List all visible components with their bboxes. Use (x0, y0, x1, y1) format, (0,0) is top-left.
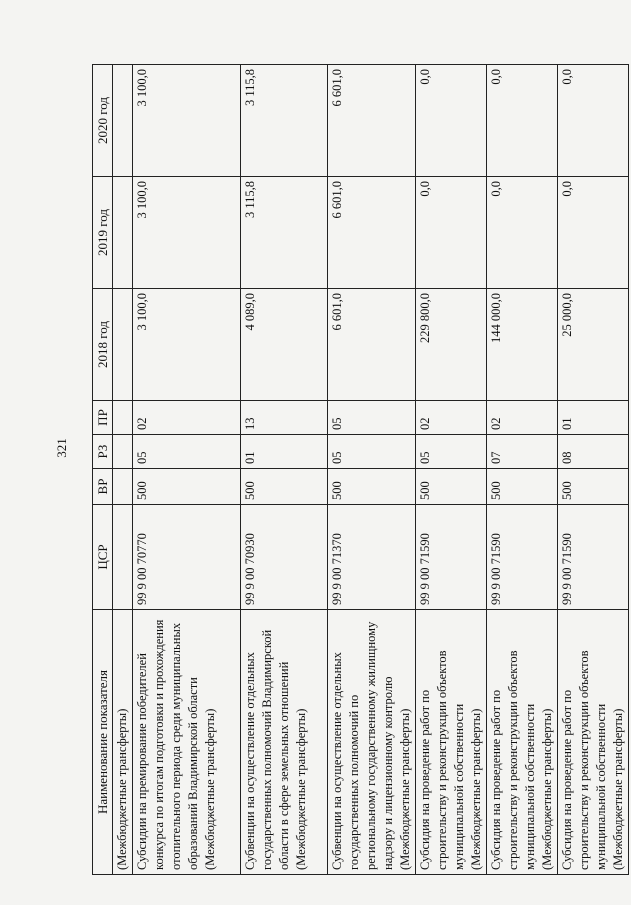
row-rz: 08 (558, 435, 629, 469)
row-2019: 0,0 (487, 177, 558, 289)
table-row (416, 65, 487, 875)
row-name: Субсидия на проведение работ по строительству и реконструкции объектов муниципальной собственности (Межбюджетные трансферты) (558, 610, 629, 875)
row-name: Субсидия на проведение работ по строительству и реконструкции объектов муниципальной собственности (Межбюджетные трансферты) (416, 610, 487, 875)
row-vr: 500 (558, 469, 629, 505)
row-rz: 07 (487, 435, 558, 469)
header-2019: 2019 год (93, 177, 113, 289)
table-row (133, 65, 241, 875)
row-name: Субвенции на осуществление отдельных государственных полномочий по региональному государственному жилищному надзору и лицензионному контролю (Межбюджетные трансферты) (328, 610, 416, 875)
row-2020: 6 601,0 (328, 65, 416, 177)
row-2019: 0,0 (558, 177, 629, 289)
table-row (113, 65, 133, 875)
row-csr: 99 9 00 70770 (133, 505, 241, 610)
row-csr: 99 9 00 71590 (416, 505, 487, 610)
budget-table (92, 64, 629, 875)
row-2018: 229 800,0 (416, 289, 487, 401)
row-pr: 02 (487, 401, 558, 435)
row-2018: 144 000,0 (487, 289, 558, 401)
table-row (558, 65, 629, 875)
row-vr: 500 (133, 469, 241, 505)
row-2018: 3 100,0 (133, 289, 241, 401)
row-rz: 05 (416, 435, 487, 469)
row-2019: 3 100,0 (133, 177, 241, 289)
row-csr: 99 9 00 71370 (328, 505, 416, 610)
row-name: Субсидии на премирование победителей конкурса по итогам подготовки и прохождения отопительного периода среди муниципальных образований Владимирской области (Межбюджетные трансферты) (133, 610, 241, 875)
header-rz: РЗ (93, 435, 113, 469)
row-vr: 500 (416, 469, 487, 505)
row-pr: 02 (416, 401, 487, 435)
row-2020: 0,0 (487, 65, 558, 177)
header-2018: 2018 год (93, 289, 113, 401)
row-2020: 0,0 (416, 65, 487, 177)
row-2020: 3 100,0 (133, 65, 241, 177)
continuation-text: (Межбюджетные трансферты) (113, 610, 133, 875)
row-vr: 500 (487, 469, 558, 505)
row-rz: 05 (133, 435, 241, 469)
page-number: 321 (54, 438, 69, 458)
row-name: Субвенции на осуществление отдельных государственных полномочий Владимирской области в сфере земельных отношений (Межбюджетные трансферты) (241, 610, 328, 875)
header-csr: ЦСР (93, 505, 113, 610)
row-csr: 99 9 00 71590 (487, 505, 558, 610)
row-2019: 6 601,0 (328, 177, 416, 289)
header-2020: 2020 год (93, 65, 113, 177)
row-pr: 01 (558, 401, 629, 435)
header-vr: ВР (93, 469, 113, 505)
row-2019: 3 115,8 (241, 177, 328, 289)
rotated-table-container (92, 65, 625, 875)
row-pr: 13 (241, 401, 328, 435)
header-name: Наименование показателя (93, 610, 113, 875)
row-rz: 05 (328, 435, 416, 469)
row-pr: 05 (328, 401, 416, 435)
row-2018: 6 601,0 (328, 289, 416, 401)
row-vr: 500 (328, 469, 416, 505)
header-pr: ПР (93, 401, 113, 435)
row-csr: 99 9 00 71590 (558, 505, 629, 610)
row-name: Субсидия на проведение работ по строительству и реконструкции объектов муниципальной собственности (Межбюджетные трансферты) (487, 610, 558, 875)
row-pr: 02 (133, 401, 241, 435)
row-2018: 25 000,0 (558, 289, 629, 401)
row-2020: 0,0 (558, 65, 629, 177)
row-2020: 3 115,8 (241, 65, 328, 177)
row-rz: 01 (241, 435, 328, 469)
table-row (241, 65, 328, 875)
row-2018: 4 089,0 (241, 289, 328, 401)
table-header-row (93, 65, 113, 875)
row-csr: 99 9 00 70930 (241, 505, 328, 610)
table-row (487, 65, 558, 875)
table-row (328, 65, 416, 875)
row-2019: 0,0 (416, 177, 487, 289)
row-vr: 500 (241, 469, 328, 505)
